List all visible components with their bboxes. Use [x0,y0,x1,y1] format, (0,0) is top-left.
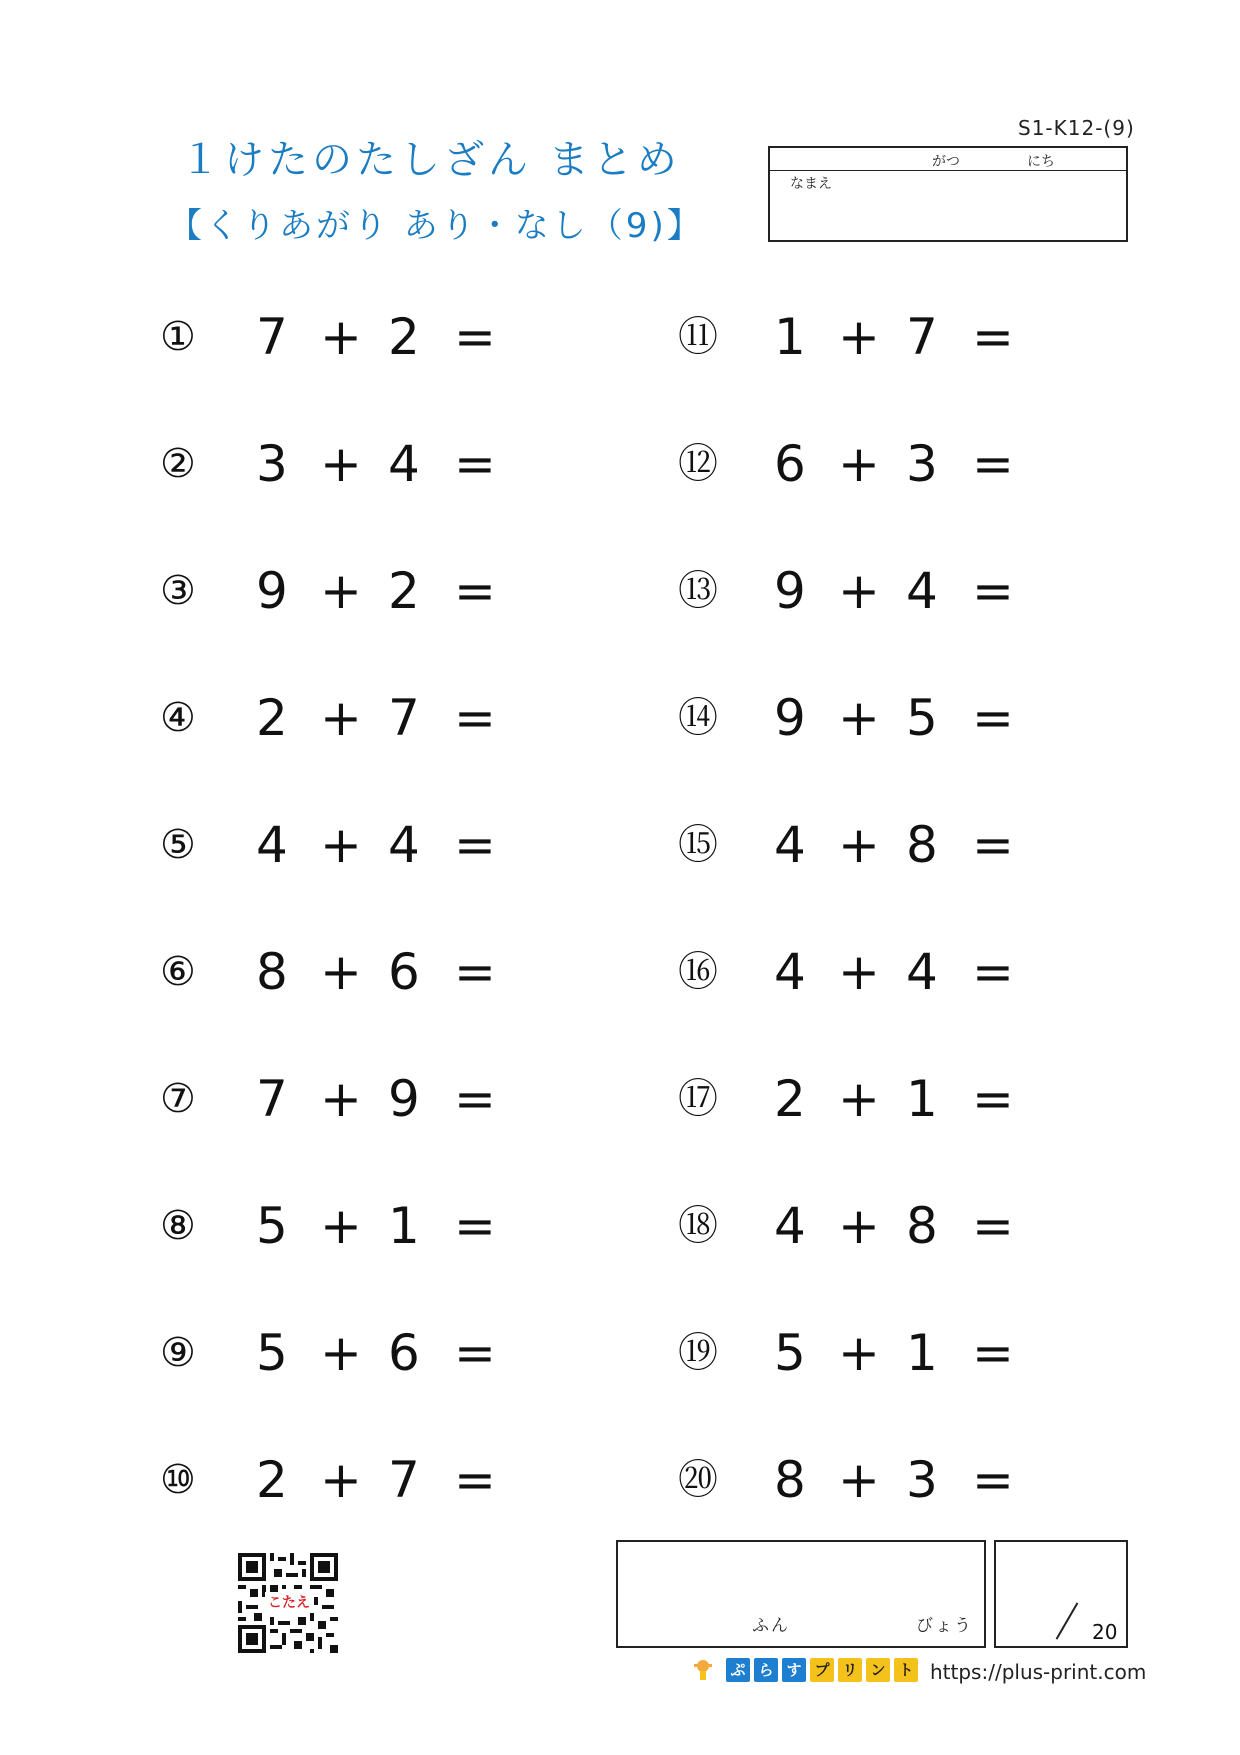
problem-number: ⑱ [678,1203,718,1249]
operand-b: 6 [388,1324,420,1382]
page-title: １けたのたしざん まとめ [180,137,681,183]
minutes-label: ふん [752,1616,790,1636]
problem-number: ④ [160,695,196,741]
seconds-label: びょう [916,1616,973,1636]
operand-b: 6 [388,943,420,1001]
plus-sign: + [320,562,362,620]
problem-number: ⑬ [678,568,718,614]
operand-b: 4 [388,816,420,874]
equals-sign: = [972,1197,1014,1255]
equals-sign: = [454,1451,496,1509]
operand-b: 7 [388,1451,420,1509]
problem-number: ⑳ [678,1457,718,1503]
plus-sign: + [838,1324,880,1382]
problem-number: ⑭ [678,695,718,741]
equals-sign: = [972,562,1014,620]
plus-sign: + [838,943,880,1001]
operand-a: 9 [774,562,806,620]
problem-number: ⑤ [160,822,196,868]
equals-sign: = [972,1070,1014,1128]
operand-a: 7 [256,308,288,366]
brand-char: す [782,1658,806,1682]
operand-b: 5 [906,689,938,747]
operand-b: 2 [388,308,420,366]
problem-number: ③ [160,568,196,614]
plus-sign: + [838,816,880,874]
operand-b: 1 [906,1070,938,1128]
plus-sign: + [838,1070,880,1128]
brand-char: リ [838,1658,862,1682]
plus-sign: + [838,562,880,620]
operand-b: 4 [388,435,420,493]
pencil-mascot-icon [692,1658,714,1682]
score-total: 20 [1092,1620,1118,1644]
name-label: なまえ [790,176,832,192]
score-box [994,1540,1128,1648]
operand-a: 7 [256,1070,288,1128]
operand-a: 6 [774,435,806,493]
problem-number: ⑲ [678,1330,718,1376]
plus-sign: + [320,435,362,493]
plus-sign: + [320,689,362,747]
operand-b: 1 [906,1324,938,1382]
operand-a: 5 [256,1197,288,1255]
problem-number: ⑧ [160,1203,196,1249]
equals-sign: = [454,1070,496,1128]
problem-number: ① [160,314,196,360]
time-box [616,1540,986,1648]
equals-sign: = [454,308,496,366]
equals-sign: = [972,308,1014,366]
plus-sign: + [320,943,362,1001]
operand-a: 8 [774,1451,806,1509]
operand-b: 2 [388,562,420,620]
operand-a: 2 [774,1070,806,1128]
problem-number: ⑩ [160,1457,196,1503]
plus-sign: + [320,1070,362,1128]
operand-a: 4 [774,1197,806,1255]
plus-sign: + [320,308,362,366]
problem-number: ⑪ [678,314,718,360]
name-date-box [768,146,1128,242]
equals-sign: = [972,943,1014,1001]
plus-sign: + [320,1197,362,1255]
equals-sign: = [972,435,1014,493]
operand-a: 4 [774,943,806,1001]
brand-char: ら [754,1658,778,1682]
operand-b: 3 [906,1451,938,1509]
operand-b: 9 [388,1070,420,1128]
problem-number: ⑨ [160,1330,196,1376]
month-label: がつ [932,154,960,170]
operand-b: 4 [906,943,938,1001]
equals-sign: = [454,689,496,747]
equals-sign: = [454,1197,496,1255]
plus-sign: + [838,689,880,747]
operand-a: 9 [256,562,288,620]
problem-number: ⑫ [678,441,718,487]
operand-b: 1 [388,1197,420,1255]
operand-b: 7 [906,308,938,366]
day-label: にち [1027,154,1055,170]
equals-sign: = [972,689,1014,747]
operand-a: 2 [256,689,288,747]
operand-a: 8 [256,943,288,1001]
operand-b: 7 [388,689,420,747]
equals-sign: = [454,562,496,620]
operand-a: 9 [774,689,806,747]
operand-a: 4 [256,816,288,874]
worksheet-code: S1-K12-(9) [1018,116,1135,140]
plus-sign: + [838,1451,880,1509]
brand-char: ン [866,1658,890,1682]
problem-number: ② [160,441,196,487]
equals-sign: = [454,943,496,1001]
brand-char: ト [894,1658,918,1682]
problem-number: ⑦ [160,1076,196,1122]
equals-sign: = [454,816,496,874]
plus-sign: + [320,816,362,874]
plus-sign: + [838,1197,880,1255]
equals-sign: = [972,1451,1014,1509]
operand-a: 4 [774,816,806,874]
problem-number: ⑰ [678,1076,718,1122]
operand-a: 2 [256,1451,288,1509]
operand-b: 4 [906,562,938,620]
equals-sign: = [454,435,496,493]
operand-a: 3 [256,435,288,493]
plus-sign: + [838,308,880,366]
operand-b: 3 [906,435,938,493]
plus-sign: + [838,435,880,493]
problem-number: ⑯ [678,949,718,995]
equals-sign: = [972,816,1014,874]
operand-a: 5 [256,1324,288,1382]
brand-char: ぷ [726,1658,750,1682]
page-subtitle: 【くりあがり あり・なし（9)】 [168,206,704,246]
plus-sign: + [320,1451,362,1509]
operand-b: 8 [906,1197,938,1255]
plus-sign: + [320,1324,362,1382]
brand-char: プ [810,1658,834,1682]
operand-a: 1 [774,308,806,366]
operand-a: 5 [774,1324,806,1382]
site-url-link[interactable]: https://plus-print.com [930,1660,1147,1684]
problem-number: ⑥ [160,949,196,995]
equals-sign: = [454,1324,496,1382]
score-slash [1056,1602,1079,1639]
operand-b: 8 [906,816,938,874]
qr-answer-label: こたえ [265,1592,313,1612]
equals-sign: = [972,1324,1014,1382]
problem-number: ⑮ [678,822,718,868]
